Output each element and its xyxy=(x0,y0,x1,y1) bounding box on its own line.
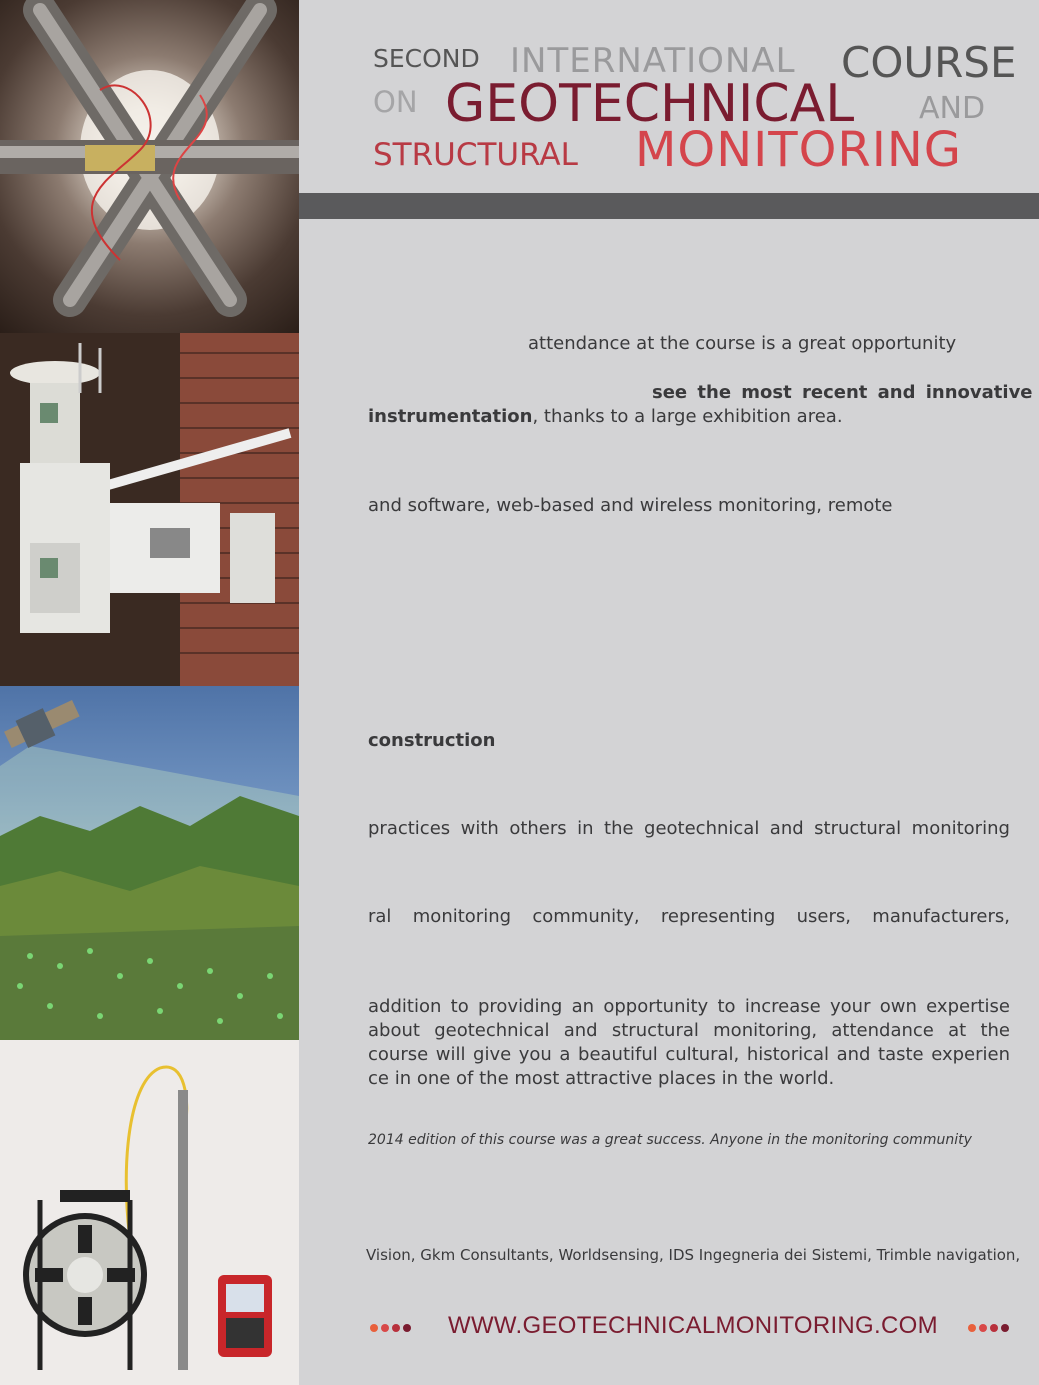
word: representing xyxy=(660,906,776,927)
dot xyxy=(370,1324,378,1332)
title-geotechnical: GEOTECHNICAL xyxy=(445,74,855,134)
dots-right-icon xyxy=(968,1324,1009,1332)
dot xyxy=(968,1324,976,1332)
instrumentation-line xyxy=(368,405,843,429)
inclinometer-photo xyxy=(0,1040,299,1385)
word: manufacturers, xyxy=(872,906,1010,927)
total-station-photo xyxy=(0,333,299,686)
see-recent-text: see the most recent and innovative xyxy=(652,382,1033,403)
dots-left-icon xyxy=(370,1324,411,1332)
word: ral xyxy=(368,906,392,927)
dot xyxy=(392,1324,400,1332)
attendance-text: attendance at the course is a great opportunity xyxy=(528,333,957,354)
software-text: and software, web-based and wireless monitoring, remote xyxy=(368,495,893,516)
title-international: INTERNATIONAL xyxy=(510,41,796,81)
word: monitoring xyxy=(412,906,512,927)
word: the xyxy=(604,818,634,839)
title-structural: STRUCTURAL xyxy=(373,137,578,173)
title-and: AND xyxy=(919,91,986,126)
word: geotechnical xyxy=(644,818,760,839)
word: users, xyxy=(796,906,851,927)
dot xyxy=(990,1324,998,1332)
word: community, xyxy=(532,906,640,927)
word: in xyxy=(577,818,594,839)
construction-text: construction xyxy=(368,730,496,751)
word: others xyxy=(509,818,567,839)
title-second: SECOND xyxy=(373,44,480,73)
edition-text: 2014 edition of this course was a great success. Anyone in the monitoring community xyxy=(368,1132,972,1148)
divider-bar xyxy=(299,193,1039,219)
dot xyxy=(381,1324,389,1332)
practices-text xyxy=(368,817,1010,841)
community-text xyxy=(368,905,1010,929)
word: with xyxy=(460,818,499,839)
word: structural xyxy=(814,818,902,839)
word: and xyxy=(769,818,804,839)
word: practices xyxy=(368,818,451,839)
dot xyxy=(1001,1324,1009,1332)
title-course: COURSE xyxy=(841,38,1017,87)
footer xyxy=(370,1312,1020,1342)
extensometer-photo xyxy=(0,0,299,333)
sponsors-text: Vision, Gkm Consultants, Worldsensing, IDS Ingegneria dei Sistemi, Trimble navigation, xyxy=(366,1246,1021,1264)
instrumentation-rest: , thanks to a large exhibition area. xyxy=(532,406,843,427)
satellite-radar-photo xyxy=(0,686,299,1040)
photo-column xyxy=(0,0,299,1385)
title-monitoring: MONITORING xyxy=(635,122,962,178)
word: monitoring xyxy=(911,818,1010,839)
website-link[interactable]: WWW.GEOTECHNICALMONITORING.COM xyxy=(448,1312,938,1339)
instrumentation-bold: instrumentation xyxy=(368,406,533,427)
addition-paragraph: addition to providing an opportunity to increase your own expertise about geotechnical and structural monitoring, attendance at the course will give you a beautiful cultural, historical and taste experien ce in one of the most attractive places in the world. xyxy=(368,996,1010,1089)
title-on: ON xyxy=(373,85,418,119)
dot xyxy=(979,1324,987,1332)
dot xyxy=(403,1324,411,1332)
